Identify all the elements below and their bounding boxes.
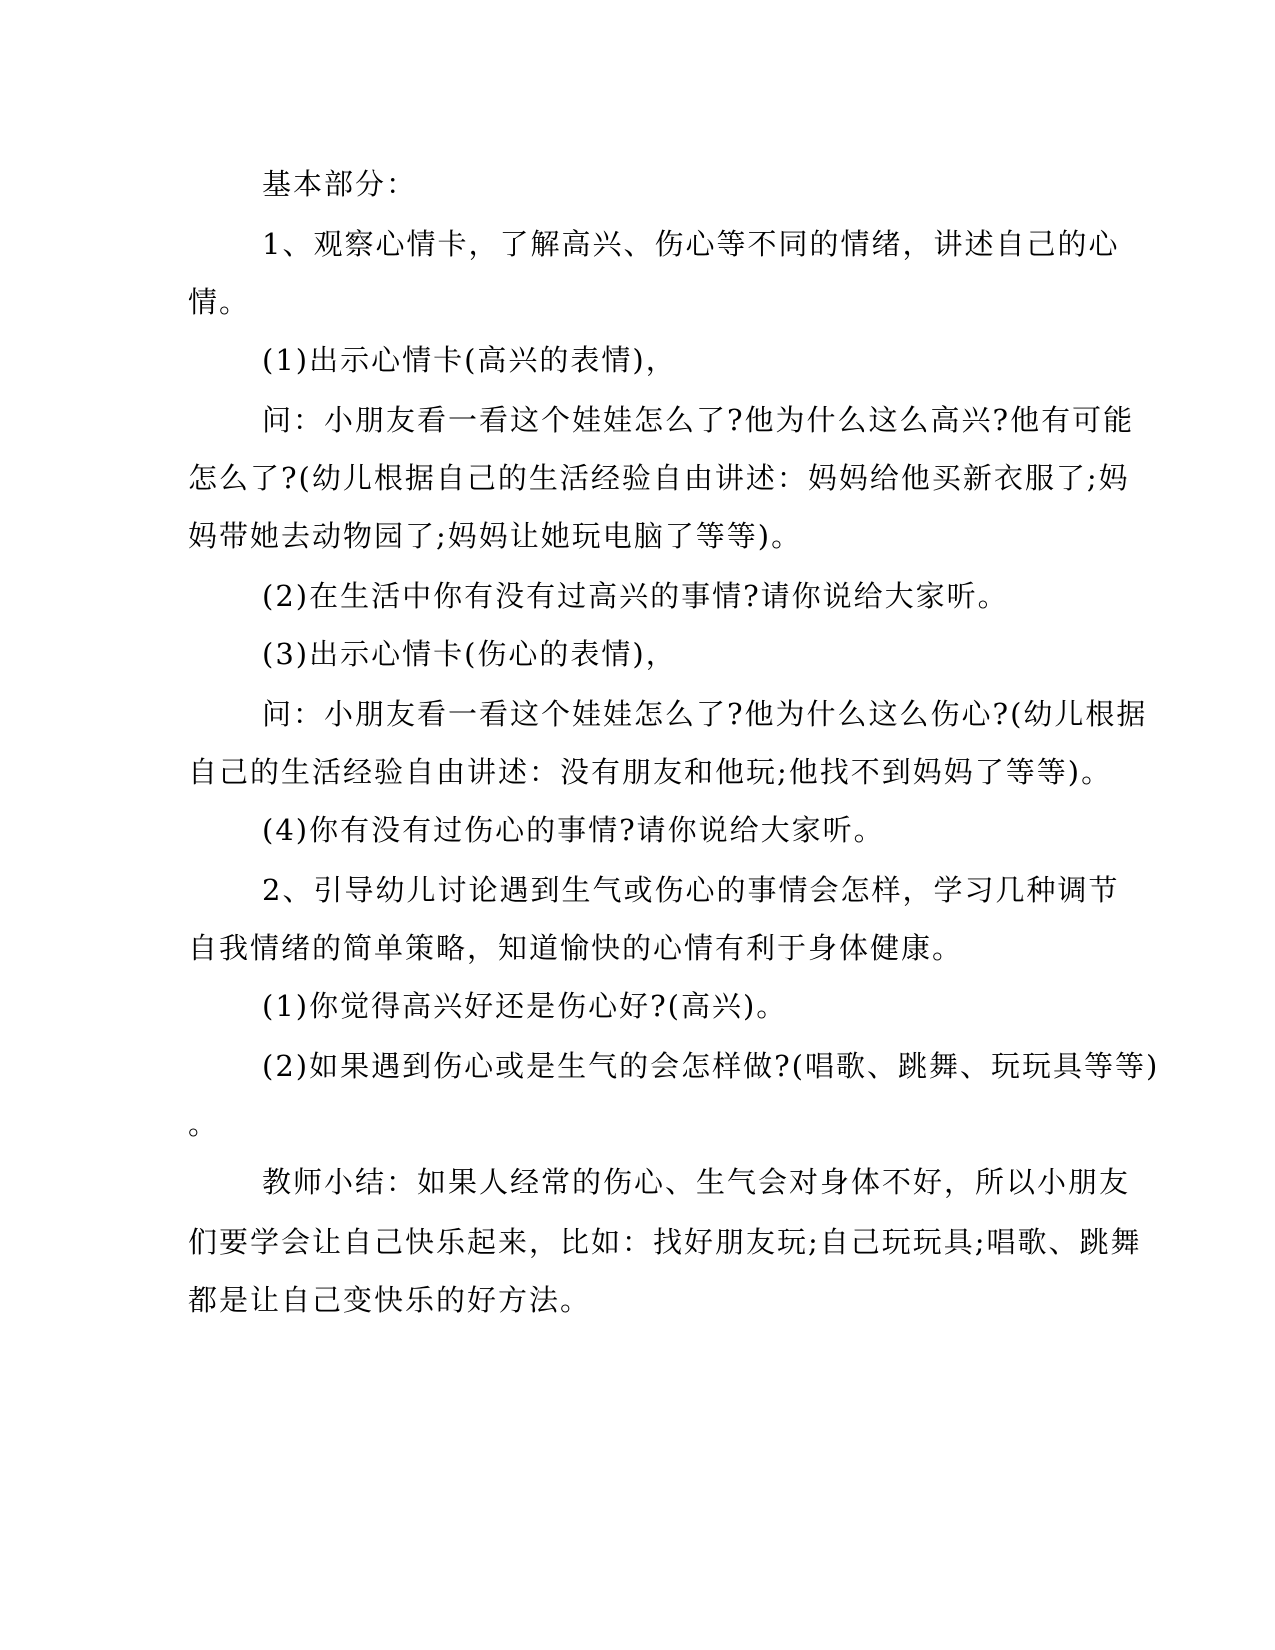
summary-line: 都是让自己变快乐的好方法。	[188, 1283, 592, 1317]
section-heading: 基本部分：	[262, 167, 418, 201]
paragraph-line: 问：小朋友看一看这个娃娃怎么了?他为什么这么高兴?他有可能	[262, 403, 1135, 437]
paragraph-line: (2)如果遇到伤心或是生气的会怎样做?(唱歌、跳舞、玩玩具等等)	[262, 1049, 1160, 1083]
paragraph-line: (3)出示心情卡(伤心的表情)，	[262, 637, 677, 671]
paragraph-line: (4)你有没有过伤心的事情?请你说给大家听。	[262, 813, 885, 847]
summary-line: 教师小结：如果人经常的伤心、生气会对身体不好，所以小朋友	[262, 1165, 1131, 1199]
paragraph-line: (2)在生活中你有没有过高兴的事情?请你说给大家听。	[262, 579, 1009, 613]
paragraph-line: 。	[188, 1107, 220, 1141]
paragraph-line: 自己的生活经验自由讲述：没有朋友和他玩;他找不到妈妈了等等)。	[188, 755, 1113, 789]
paragraph-line: 怎么了?(幼儿根据自己的生活经验自由讲述：妈妈给他买新衣服了;妈	[188, 461, 1130, 495]
paragraph-line: 1、观察心情卡，了解高兴、伤心等不同的情绪，讲述自己的心	[262, 227, 1120, 261]
paragraph-line: (1)出示心情卡(高兴的表情)，	[262, 343, 677, 377]
paragraph-line: 情。	[188, 285, 251, 319]
paragraph-line: 2、引导幼儿讨论遇到生气或伤心的事情会怎样，学习几种调节	[262, 873, 1120, 907]
summary-line: 们要学会让自己快乐起来，比如：找好朋友玩;自己玩玩具;唱歌、跳舞	[188, 1225, 1142, 1259]
paragraph-line: 妈带她去动物园了;妈妈让她玩电脑了等等)。	[188, 519, 803, 553]
paragraph-line: 自我情绪的简单策略，知道愉快的心情有利于身体健康。	[188, 931, 964, 965]
paragraph-line: (1)你觉得高兴好还是伤心好?(高兴)。	[262, 989, 788, 1023]
paragraph-line: 问：小朋友看一看这个娃娃怎么了?他为什么这么伤心?(幼儿根据	[262, 697, 1148, 731]
